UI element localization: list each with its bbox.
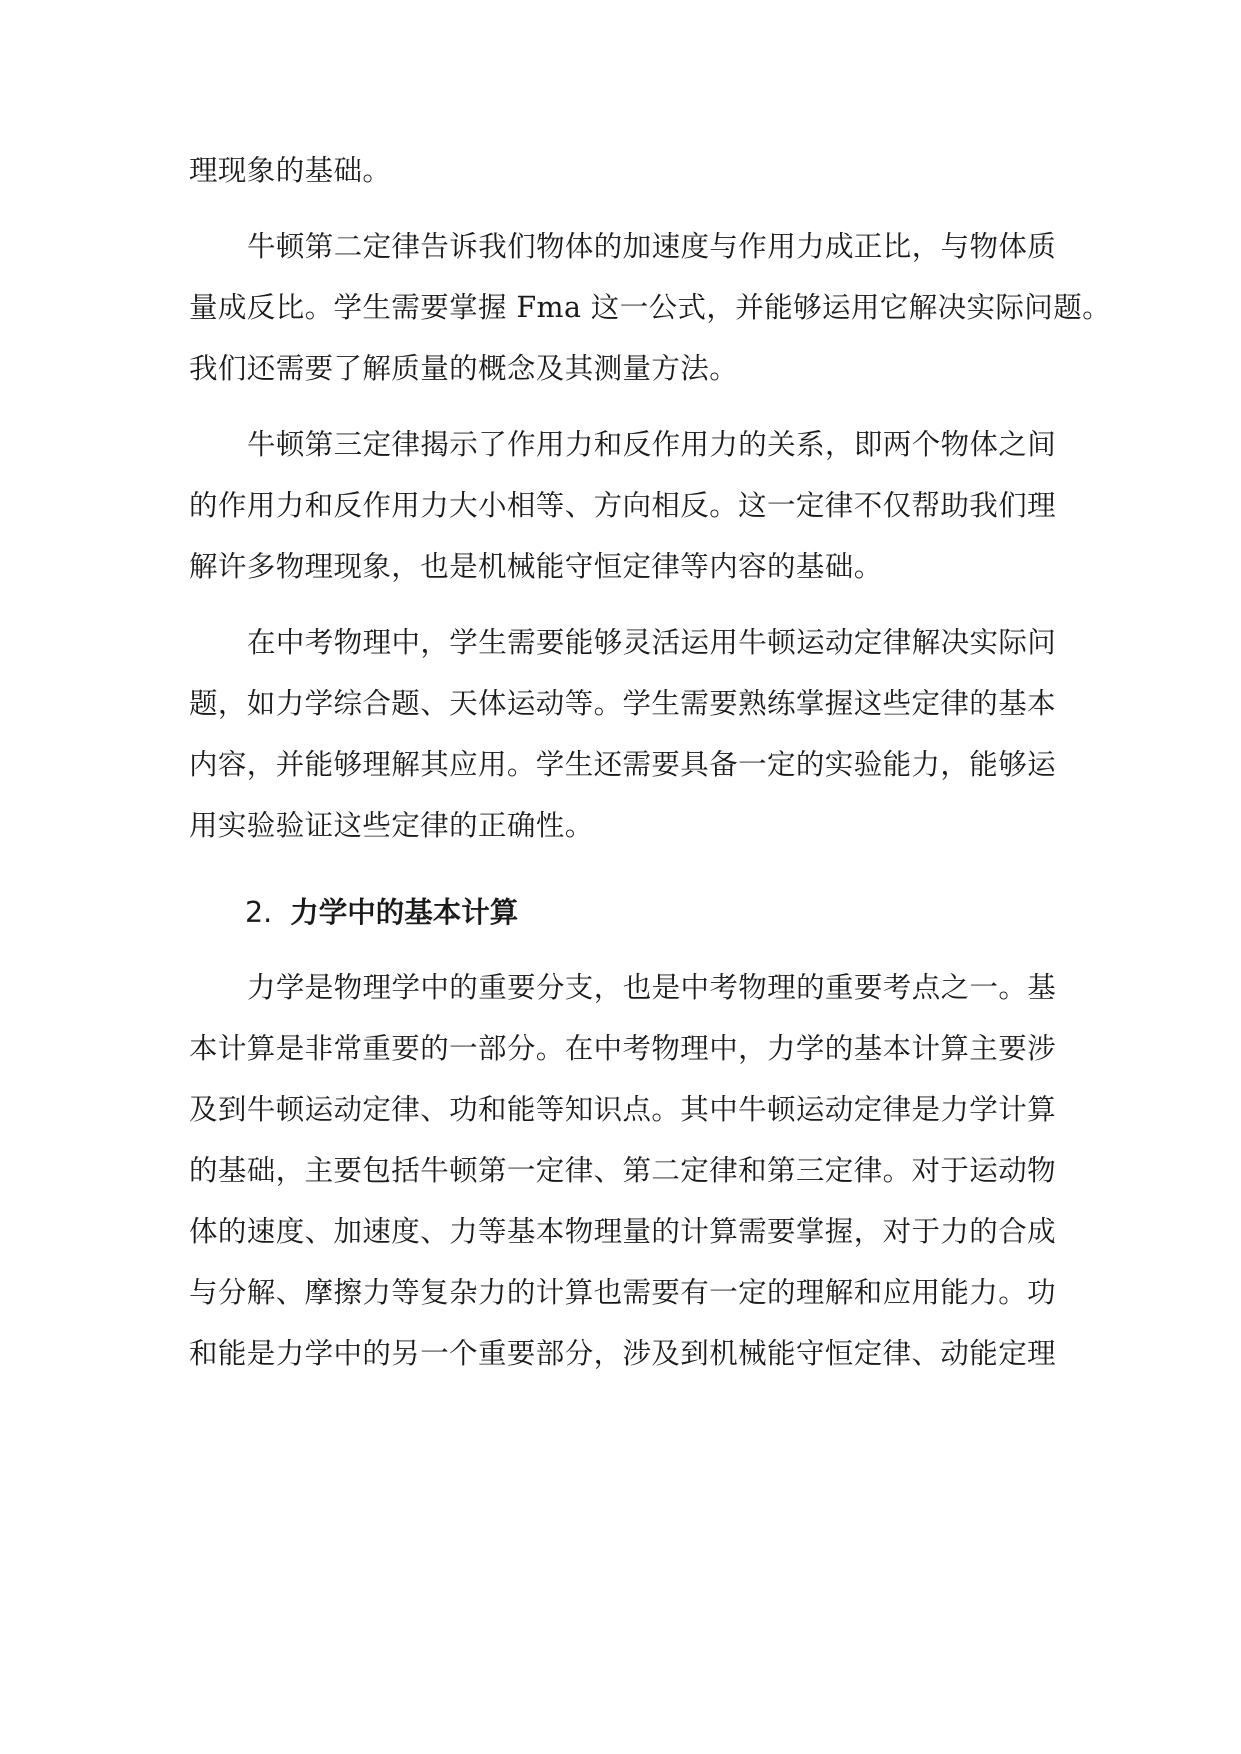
text-line: 理现象的基础。	[189, 154, 392, 187]
paragraph-newton-third-law	[189, 414, 1059, 597]
text-line: 内容，并能够理解其应用。学生还需要具备一定的实验能力，能够运	[189, 748, 1057, 781]
text-line: 体的速度、加速度、力等基本物理量的计算需要掌握，对于力的合成	[189, 1215, 1057, 1248]
paragraph-mechanics-calculation	[189, 957, 1059, 1384]
text-line: 解许多物理现象，也是机械能守恒定律等内容的基础。	[189, 550, 883, 583]
text-line: 用实验验证这些定律的正确性。	[189, 809, 594, 842]
section-number: 2.	[245, 896, 273, 929]
text-line: 和能是力学中的另一个重要部分，涉及到机械能守恒定律、动能定理	[189, 1337, 1057, 1370]
section-title: 力学中的基本计算	[290, 896, 519, 929]
text-line: 与分解、摩擦力等复杂力的计算也需要有一定的理解和应用能力。功	[189, 1276, 1057, 1309]
text-line: 本计算是非常重要的一部分。在中考物理中，力学的基本计算主要涉	[189, 1032, 1057, 1065]
text-line: 题，如力学综合题、天体运动等。学生需要熟练掌握这些定律的基本	[189, 687, 1057, 720]
paragraph-continuation	[189, 140, 1059, 201]
text-line: 及到牛顿运动定律、功和能等知识点。其中牛顿运动定律是力学计算	[189, 1093, 1057, 1126]
paragraph-newton-second-law	[189, 216, 1112, 399]
paragraph-exam-application	[189, 612, 1059, 856]
text-line: 的基础，主要包括牛顿第一定律、第二定律和第三定律。对于运动物	[189, 1154, 1057, 1187]
text-line: 量成反比。学生需要掌握 Fma 这一公式，并能够运用它解决实际问题。	[189, 291, 1112, 324]
text-line: 牛顿第三定律揭示了作用力和反作用力的关系，即两个物体之间	[247, 428, 1057, 461]
section-heading	[189, 882, 1059, 943]
document-page	[189, 140, 1112, 1384]
text-line: 力学是物理学中的重要分支，也是中考物理的重要考点之一。基	[247, 971, 1057, 1004]
text-line: 在中考物理中，学生需要能够灵活运用牛顿运动定律解决实际问	[247, 626, 1057, 659]
text-line: 牛顿第二定律告诉我们物体的加速度与作用力成正比，与物体质	[247, 230, 1057, 263]
text-line: 我们还需要了解质量的概念及其测量方法。	[189, 352, 739, 385]
text-line: 的作用力和反作用力大小相等、方向相反。这一定律不仅帮助我们理	[189, 489, 1057, 522]
